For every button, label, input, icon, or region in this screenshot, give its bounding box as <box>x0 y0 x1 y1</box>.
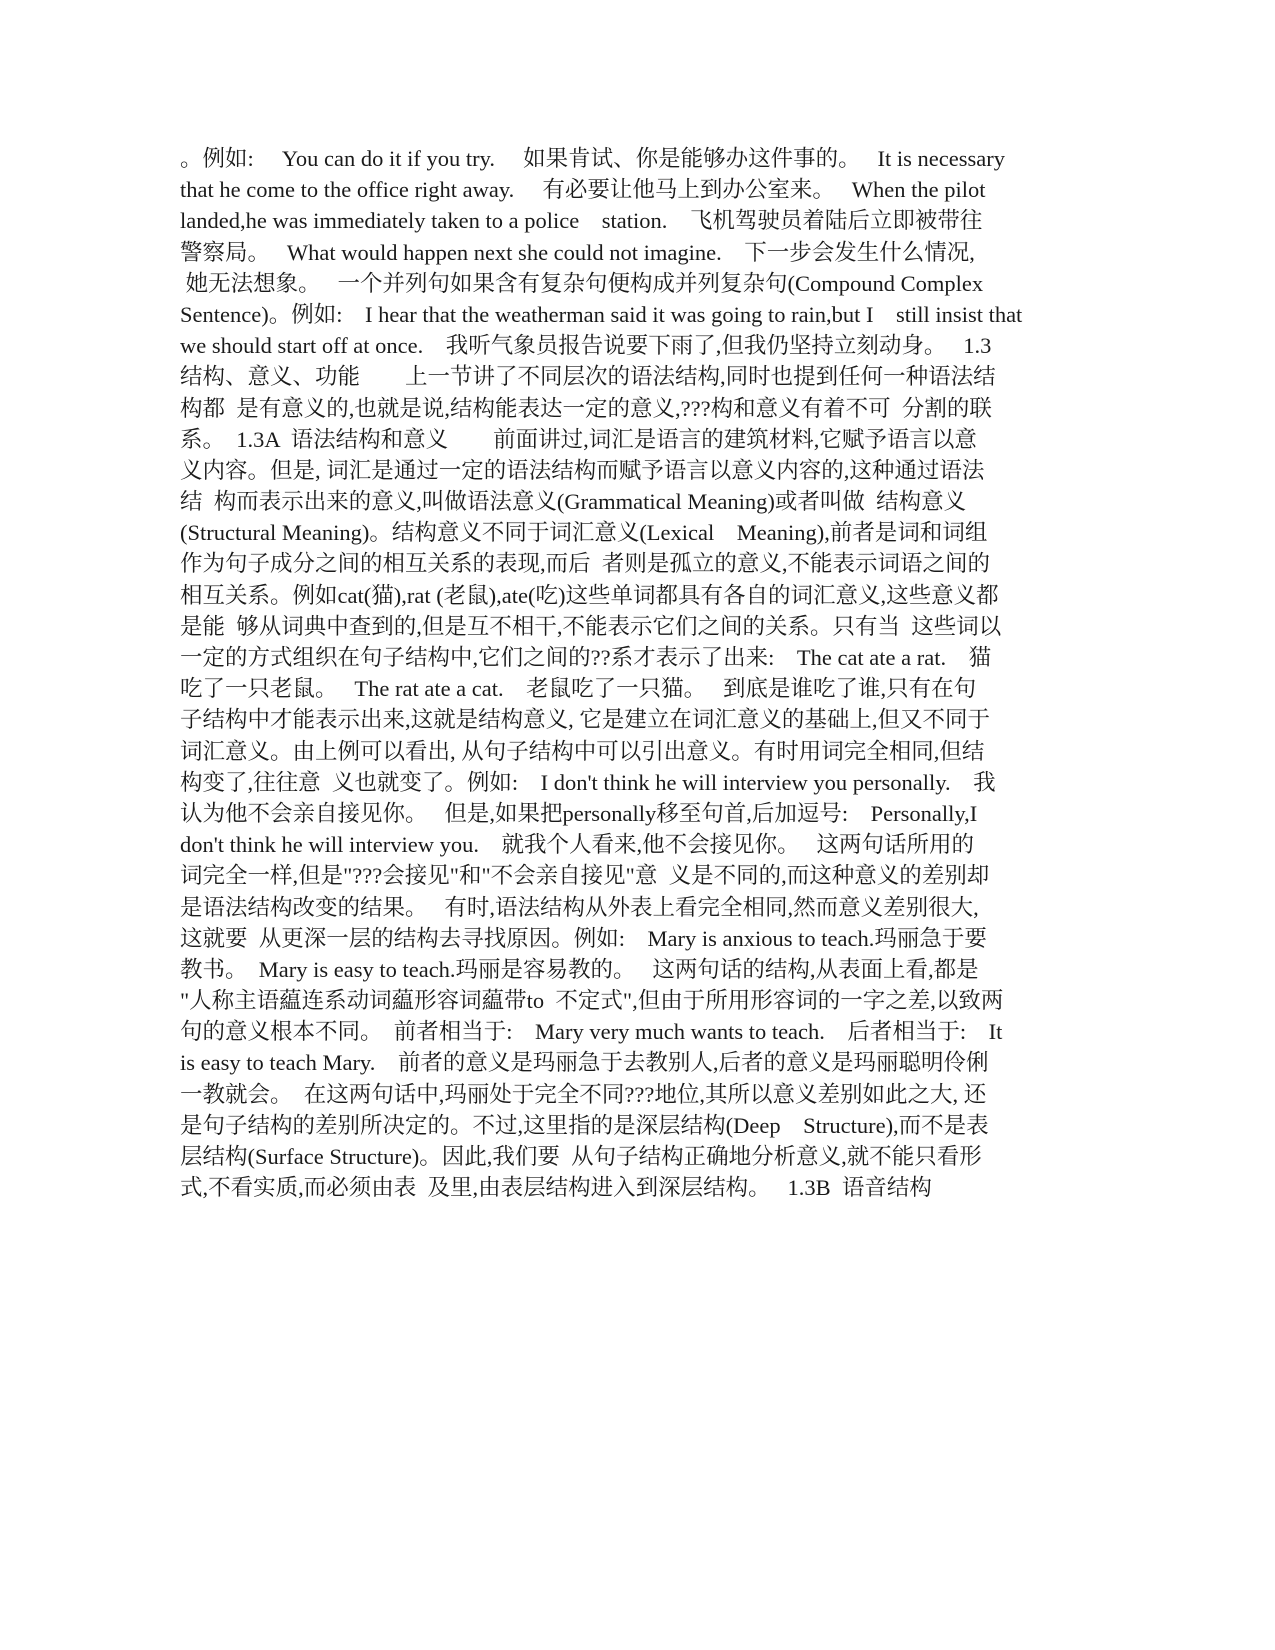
text-line: 相互关系。例如cat(猫),rat (老鼠),ate(吃)这些单词都具有各自的词汇意义,这些意义都 <box>180 582 999 608</box>
text-line: 这就要 从更深一层的结构去寻找原因。例如: Mary is anxious to teach.玛丽急于要 <box>180 925 987 951</box>
text-line: 义内容。但是, 词汇是通过一定的语法结构而赋予语言以意义内容的,这种通过语法 <box>180 457 985 483</box>
text-line: 吃了一只老鼠。 The rat ate a cat. 老鼠吃了一只猫。 到底是谁吃了谁,只有在句 <box>180 676 977 702</box>
document-page <box>180 143 1060 1503</box>
text-line: that he come to the office right away. 有必要让他马上到办公室来。 When the pilot <box>180 177 986 203</box>
text-line: 词汇意义。由上例可以看出, 从句子结构中可以引出意义。有时用词完全相同,但结 <box>180 738 985 764</box>
text-line: 构变了,往往意 义也就变了。例如: I don't think he will interview you personally. 我 <box>180 769 996 795</box>
body-text <box>180 143 1060 1203</box>
text-line: 作为句子成分之间的相互关系的表现,而后 者则是孤立的意义,不能表示词语之间的 <box>180 551 991 577</box>
text-line: 是能 够从词典中查到的,但是互不相干,不能表示它们之间的关系。只有当 这些词以 <box>180 613 1002 639</box>
text-line: 教书。 Mary is easy to teach.玛丽是容易教的。 这两句话的结构,从表面上看,都是 <box>180 956 979 982</box>
text-line: 层结构(Surface Structure)。因此,我们要 从句子结构正确地分析意义,就不能只看形 <box>180 1144 982 1169</box>
text-line: we should start off at once. 我听气象员报告说要下雨了,但我仍坚持立刻动身。 1.3 <box>180 333 992 359</box>
text-line: Sentence)。例如: I hear that the weatherman said it was going to rain,but I still insist that <box>180 301 1023 327</box>
text-line: 警察局。 What would happen next she could not imagine. 下一步会发生什么情况, <box>180 239 975 265</box>
text-line: (Structural Meaning)。结构意义不同于词汇意义(Lexical Meaning),前者是词和词组 <box>180 520 988 546</box>
text-line: 结 构而表示出来的意义,叫做语法意义(Grammatical Meaning)或者叫做 结构意义 <box>180 489 967 515</box>
text-line: 一教就会。 在这两句话中,玛丽处于完全不同???地位,其所以意义差别如此之大, 还 <box>180 1081 987 1107</box>
text-line: 。例如: You can do it if you try. 如果肯试、你是能够办这件事的。 It is necessary <box>180 146 1005 171</box>
text-line: 认为他不会亲自接见你。 但是,如果把personally移至句首,后加逗号: Personally,I <box>180 800 978 826</box>
text-line: 是语法结构改变的结果。 有时,语法结构从外表上看完全相同,然而意义差别很大, <box>180 894 979 920</box>
text-line: don't think he will interview you. 就我个人看来,他不会接见你。 这两句话所用的 <box>180 832 975 858</box>
text-line: 是句子结构的差别所决定的。不过,这里指的是深层结构(Deep Structure),而不是表 <box>180 1112 989 1138</box>
text-line: is easy to teach Mary. 前者的意义是玛丽急于去教别人,后者的意义是玛丽聪明伶俐 <box>180 1050 989 1076</box>
text-line: 句的意义根本不同。 前者相当于: Mary very much wants to teach. 后者相当于: It <box>180 1019 1003 1045</box>
text-line: 式,不看实质,而必须由表 及里,由表层结构进入到深层结构。 1.3B 语音结构 <box>180 1175 932 1201</box>
text-line: 她无法想象。 一个并列句如果含有复杂句便构成并列复杂句(Compound Complex <box>180 270 984 296</box>
text-line: 一定的方式组织在句子结构中,它们之间的??系才表示了出来: The cat ate a rat. 猫 <box>180 645 992 670</box>
text-line: 词完全一样,但是"???会接见"和"不会亲自接见"意 义是不同的,而这种意义的差别却 <box>180 863 990 889</box>
text-line: "人称主语藴连系动词藴形容词藴带to 不定式",但由于所用形容词的一字之差,以致两 <box>180 988 1004 1014</box>
text-line: landed,he was immediately taken to a police station. 飞机驾驶员着陆后立即被带往 <box>180 208 983 234</box>
text-line: 构都 是有意义的,也就是说,结构能表达一定的意义,???构和意义有着不可 分割的联 <box>180 395 992 421</box>
text-line: 系。 1.3A 语法结构和意义 前面讲过,词汇是语言的建筑材料,它赋予语言以意 <box>180 426 977 452</box>
text-line: 结构、意义、功能 上一节讲了不同层次的语法结构,同时也提到任何一种语法结 <box>180 364 996 390</box>
text-line: 子结构中才能表示出来,这就是结构意义, 它是建立在词汇意义的基础上,但又不同于 <box>180 707 991 733</box>
